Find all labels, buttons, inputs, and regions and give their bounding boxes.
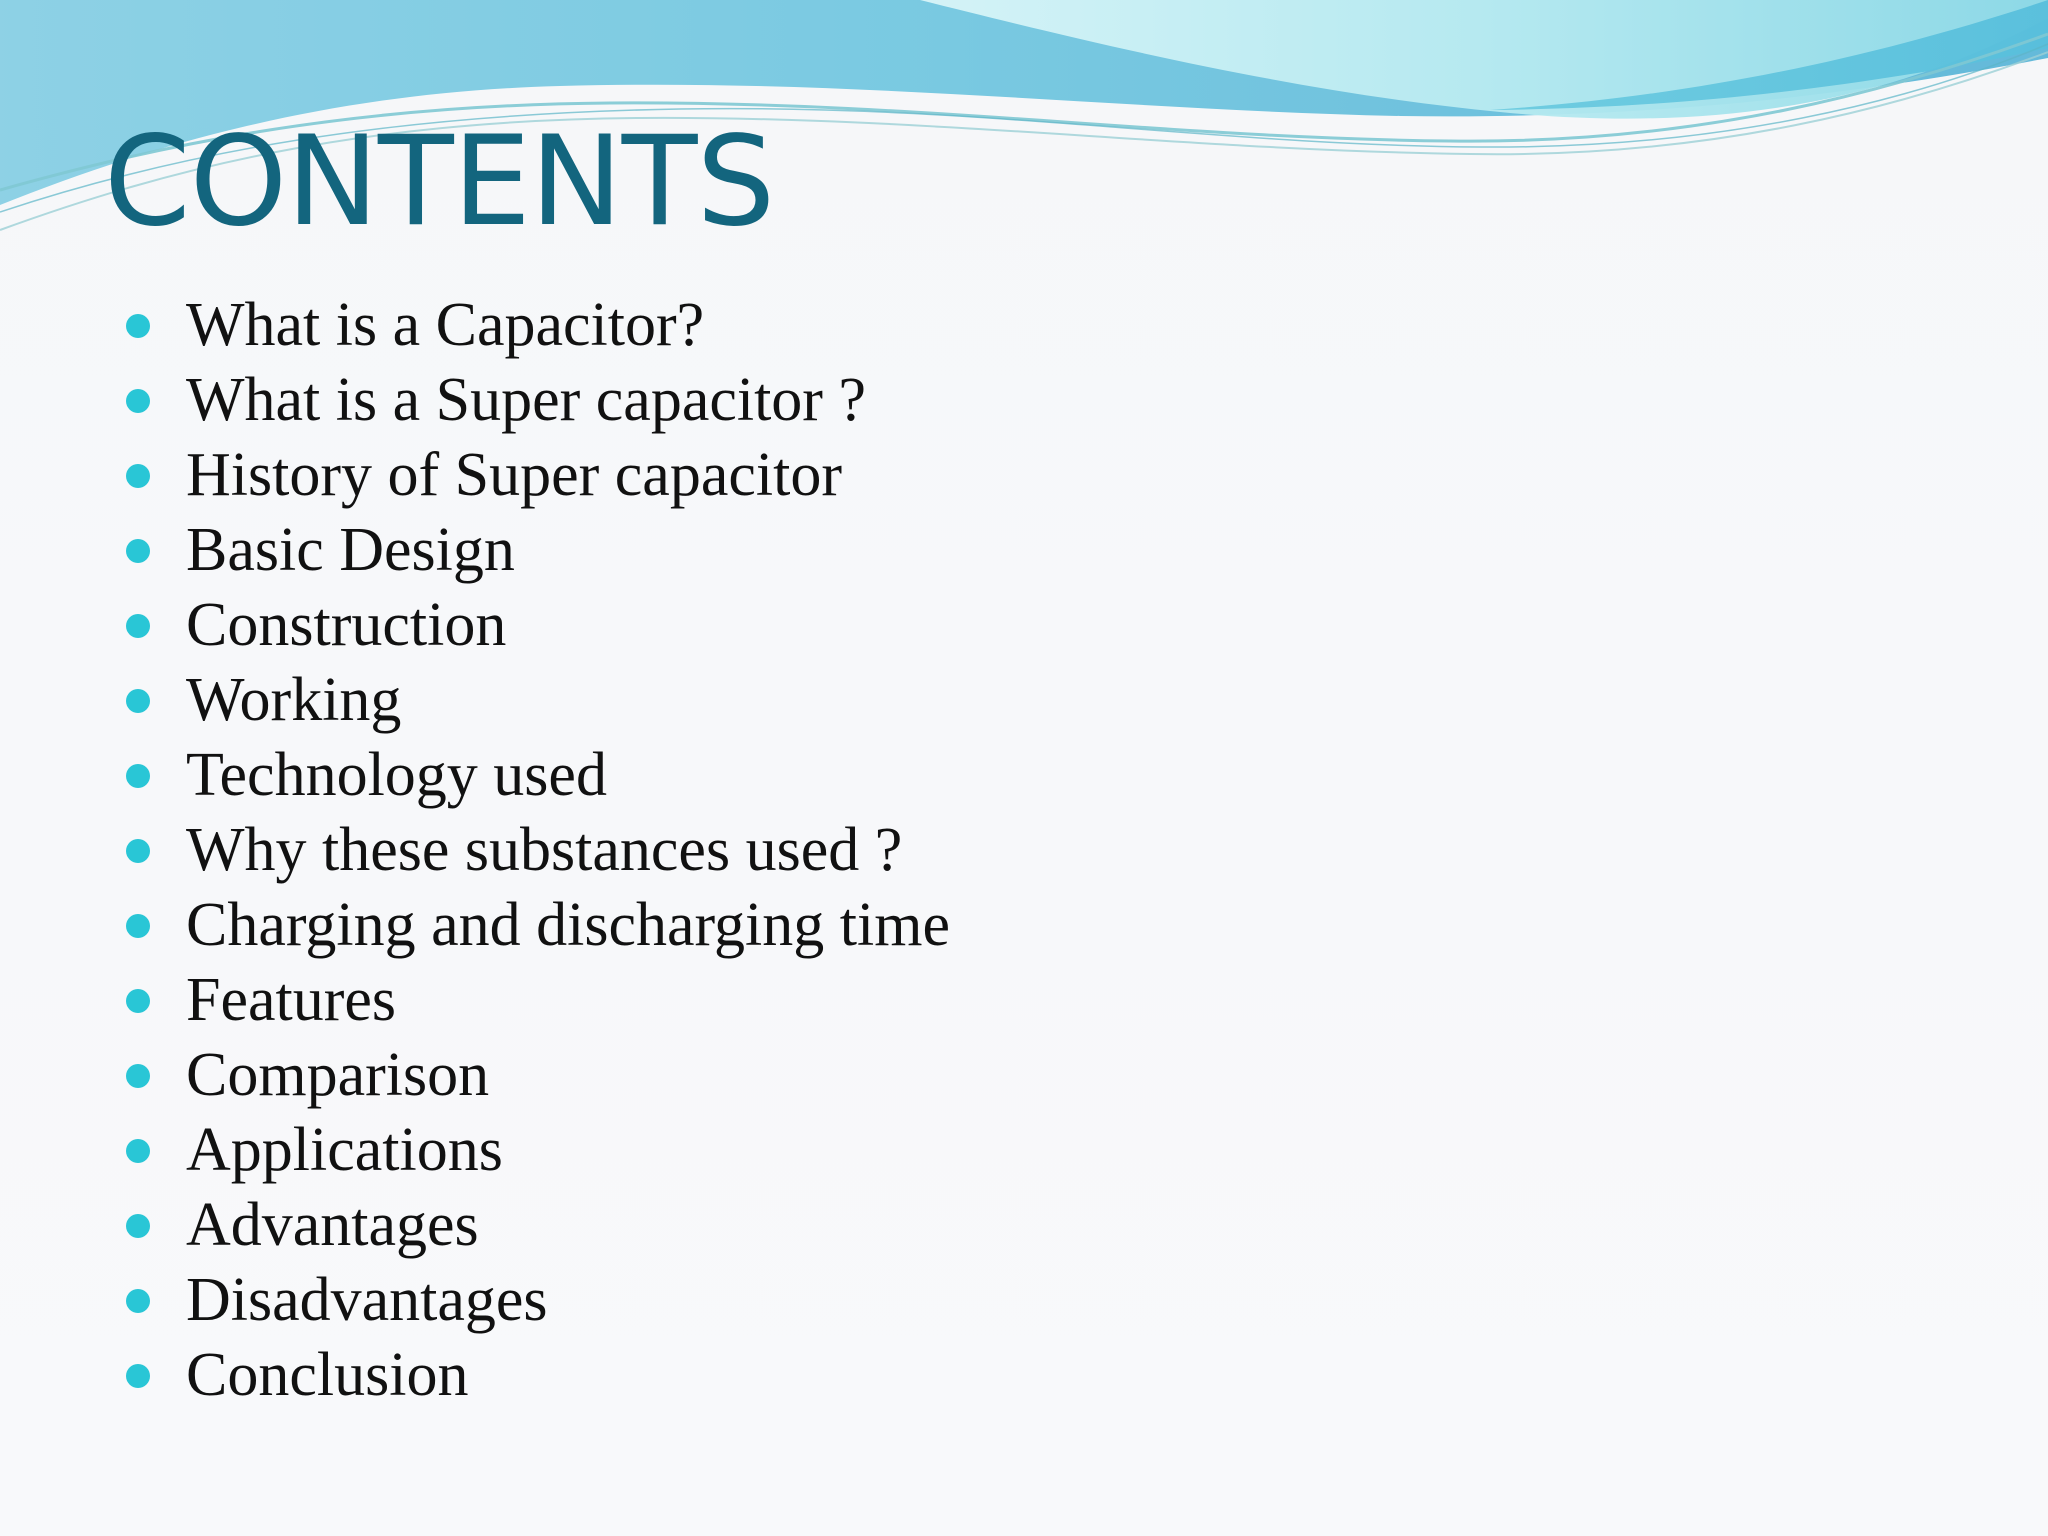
list-item-label: Features (186, 966, 397, 1034)
list-item-label: Charging and discharging time (186, 891, 950, 959)
bullet-dot-icon (126, 1064, 150, 1088)
list-item-label: Construction (186, 591, 507, 659)
bullet-dot-icon (126, 689, 150, 713)
bullet-dot-icon (126, 914, 150, 938)
list-item-label: Basic Design (186, 516, 515, 584)
bullet-dot-icon (126, 464, 150, 488)
bullet-dot-icon (126, 764, 150, 788)
list-item-label: Comparison (186, 1041, 490, 1109)
list-item-label: Technology used (186, 741, 607, 809)
list-item-label: Why these substances used ? (186, 816, 903, 884)
bullet-dot-icon (126, 1364, 150, 1388)
list-item-label: What is a Capacitor? (186, 291, 705, 359)
bullet-dot-icon (126, 989, 150, 1013)
slide-title: CONTENTS (104, 110, 775, 254)
bullet-dot-icon (126, 1139, 150, 1163)
bullet-dot-icon (126, 539, 150, 563)
bullet-dot-icon (126, 614, 150, 638)
list-item-label: History of Super capacitor (186, 441, 842, 509)
bullet-dot-icon (126, 1214, 150, 1238)
list-item-label: Conclusion (186, 1341, 469, 1409)
list-item-label: Applications (186, 1116, 503, 1184)
list-item-label: Disadvantages (186, 1266, 548, 1334)
bullet-dot-icon (126, 1289, 150, 1313)
bullet-dot-icon (126, 839, 150, 863)
list-item-label: Advantages (186, 1191, 479, 1259)
list-item-label: What is a Super capacitor ? (186, 366, 866, 434)
bullet-dot-icon (126, 389, 150, 413)
bullet-dot-icon (126, 314, 150, 338)
list-item-label: Working (186, 666, 402, 734)
